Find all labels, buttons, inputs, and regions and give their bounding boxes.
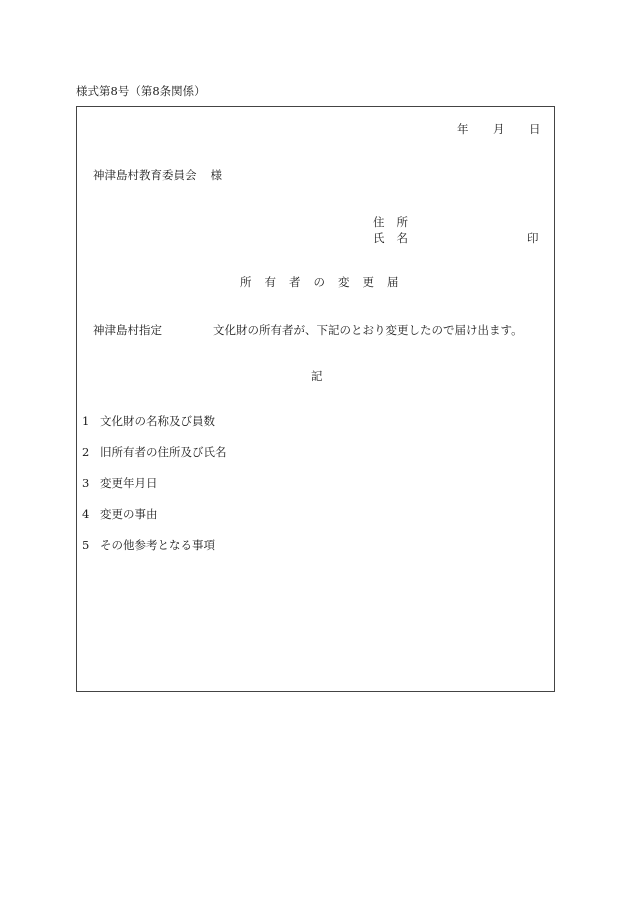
item-label: 変更年月日 xyxy=(100,476,158,490)
ki-heading: 記 xyxy=(311,369,323,383)
addressee-honorific: 様 xyxy=(210,168,222,182)
addressee xyxy=(93,170,222,182)
item-label: 変更の事由 xyxy=(100,507,158,521)
item-number: 3 xyxy=(82,476,90,490)
item-number: 2 xyxy=(82,445,90,459)
item-number: 4 xyxy=(82,507,90,521)
item-number: 5 xyxy=(82,538,90,552)
body-prefix: 神津島村指定 xyxy=(93,323,162,337)
item-label: その他参考となる事項 xyxy=(100,538,215,552)
form-frame xyxy=(76,106,555,692)
body-text: 文化財の所有者が、下記のとおり変更したので届け出ます。 xyxy=(213,323,523,337)
item-label: 旧所有者の住所及び氏名 xyxy=(100,445,227,459)
form-number: 様式第8号（第8条関係） xyxy=(76,84,206,98)
date-year: 年 xyxy=(457,122,469,136)
item-number: 1 xyxy=(82,414,90,428)
item-label: 文化財の名称及び員数 xyxy=(100,414,215,428)
name-label: 氏名 xyxy=(373,231,420,245)
date-day: 日 xyxy=(529,122,541,136)
document-title: 所有者の変更届 xyxy=(240,275,412,289)
list-item xyxy=(82,478,158,490)
address-label: 住所 xyxy=(373,215,420,229)
date-month: 月 xyxy=(493,122,505,136)
list-item xyxy=(82,509,158,521)
addressee-name: 神津島村教育委員会 xyxy=(93,168,197,182)
list-item xyxy=(82,416,215,428)
list-item xyxy=(82,540,215,552)
list-item xyxy=(82,447,227,459)
seal-mark: 印 xyxy=(527,231,539,245)
